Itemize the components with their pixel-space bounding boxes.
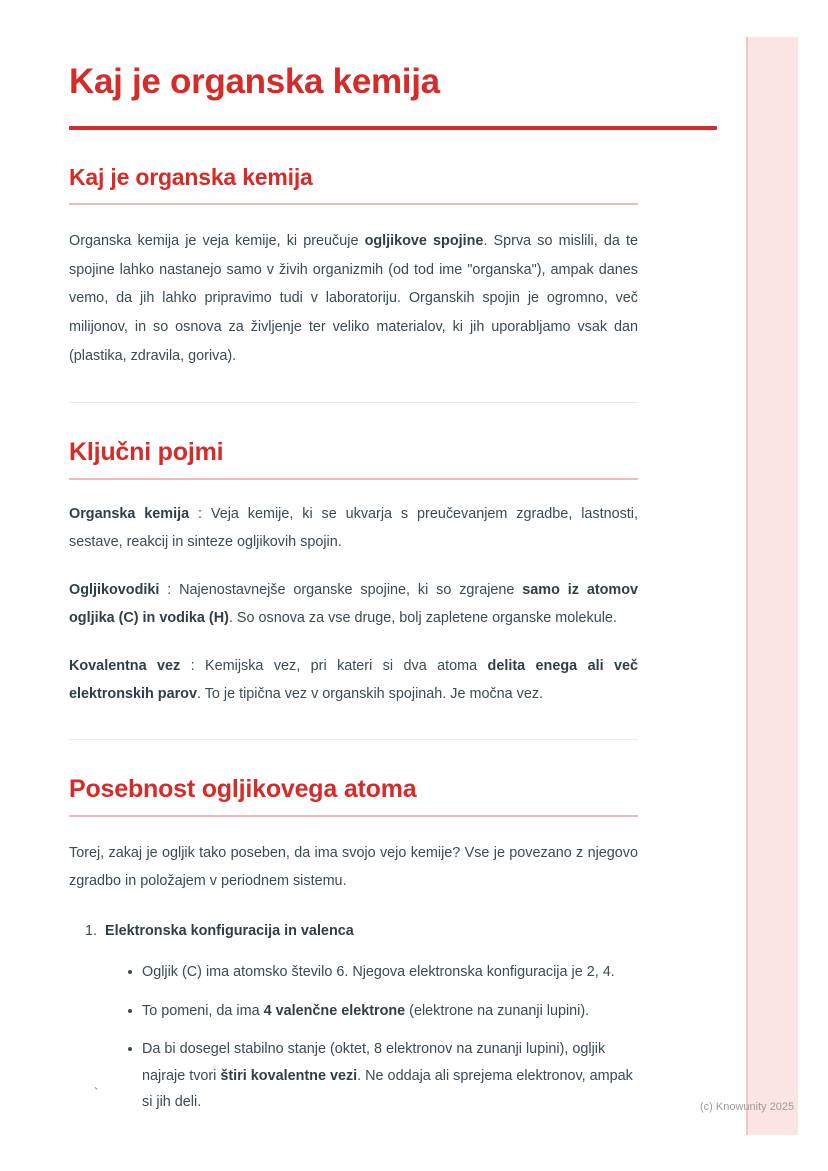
section-separator [69, 739, 638, 740]
term-name: Ogljikovodiki [69, 582, 160, 599]
section-heading: Ključni pojmi [69, 437, 224, 466]
term-definition [69, 500, 638, 556]
paragraph-bold-term: ogljikove spojine [364, 232, 484, 249]
bullet-text-pre: To pomeni, da ima [142, 1002, 264, 1019]
bullet-text-emphasis: štiri kovalentne vezi [220, 1067, 358, 1084]
term-name: Kovalentna vez [69, 658, 181, 675]
bullet-text-post: (elektrone na zunanji lupini). [405, 1002, 590, 1019]
list-item [128, 998, 638, 1025]
bullet-text-pre: Ogljik (C) ima atomsko število 6. Njegova elektronska konfiguracija je 2, 4. [142, 963, 615, 980]
term-definition-text-post: . To je tipična vez v organskih spojinah. Je močna vez. [196, 686, 544, 703]
document-content [69, 62, 638, 1128]
section-what-is-organic-chemistry [69, 164, 638, 371]
bullet-list [105, 959, 638, 1116]
intro-paragraph [69, 227, 638, 371]
list-item [128, 1036, 638, 1116]
decorative-side-band [748, 37, 798, 1135]
paragraph-text-part-1: Organska kemija je veja kemije, ki preučuje [69, 232, 365, 249]
term-separator: : [189, 505, 211, 522]
term-definition-emphasis: samo iz atomov ogljika (C) in vodika (H) [69, 582, 638, 627]
term-separator: : [159, 582, 180, 599]
section-heading: Kaj je organska kemija [69, 164, 313, 191]
footer-copyright: (c) Knowunity 2025 [700, 1101, 795, 1113]
bullet-text-post: . Ne oddaja ali sprejema elektronov, ampak si jih deli. [142, 1067, 633, 1111]
numbered-item-label: Elektronska konfiguracija in valenca [105, 922, 354, 939]
title-divider [69, 126, 717, 130]
list-item [101, 918, 638, 1117]
term-definition-text-post: . So osnova za vse druge, bolj zapletene organske molekule. [228, 610, 617, 627]
paragraph-text-part-2: . Sprva so mislili, da te spojine lahko nastanejo samo v živih organizmih (od tod ime "organska"), ampak danes vemo, da jih lahko pripravimo tudi v laboratoriju. Organskih spojin je ogromno, več milijonov, in so osnova za življenje ter veliko materialov, ki jih uporabljamo vsak dan (plastika, zdravila, goriva). [69, 232, 638, 365]
stray-tick-mark: ` [94, 1085, 99, 1100]
term-name: Organska kemija [69, 505, 190, 522]
section-key-concepts [69, 437, 638, 708]
section-separator [69, 402, 638, 403]
term-definition-text-pre: Kemijska vez, pri kateri si dva atoma [205, 658, 488, 675]
bullet-text-emphasis: 4 valenčne elektrone [263, 1002, 406, 1019]
section-divider [69, 815, 638, 817]
term-definition-text-pre: Najenostavnejše organske spojine, ki so zgrajene [179, 582, 523, 599]
bullet-text-pre: Da bi dosegel stabilno stanje (oktet, 8 elektronov na zunanji lupini), ogljik najraje tvori [142, 1041, 606, 1084]
section-heading: Posebnost ogljikovega atoma [69, 775, 417, 804]
term-definition [69, 576, 638, 632]
list-item [128, 959, 638, 986]
term-definition-emphasis: delita enega ali več elektronskih parov [69, 658, 638, 703]
section-carbon-atom-specialty [69, 774, 638, 1116]
term-definition-text: Veja kemije, ki se ukvarja s preučevanjem zgradbe, lastnosti, sestave, reakcij in sinteze ogljikovih spojin. [69, 505, 638, 550]
section-divider [69, 203, 638, 205]
term-separator: : [180, 658, 206, 675]
term-definition [69, 652, 638, 708]
numbered-list [69, 918, 638, 1117]
page-title: Kaj je organska kemija [69, 62, 440, 101]
section-divider [69, 478, 638, 480]
section-intro-paragraph: Torej, zakaj je ogljik tako poseben, da ima svojo vejo kemije? Vse je povezano z njegovo zgradbo in položajem v periodnem sistemu. [69, 845, 638, 890]
